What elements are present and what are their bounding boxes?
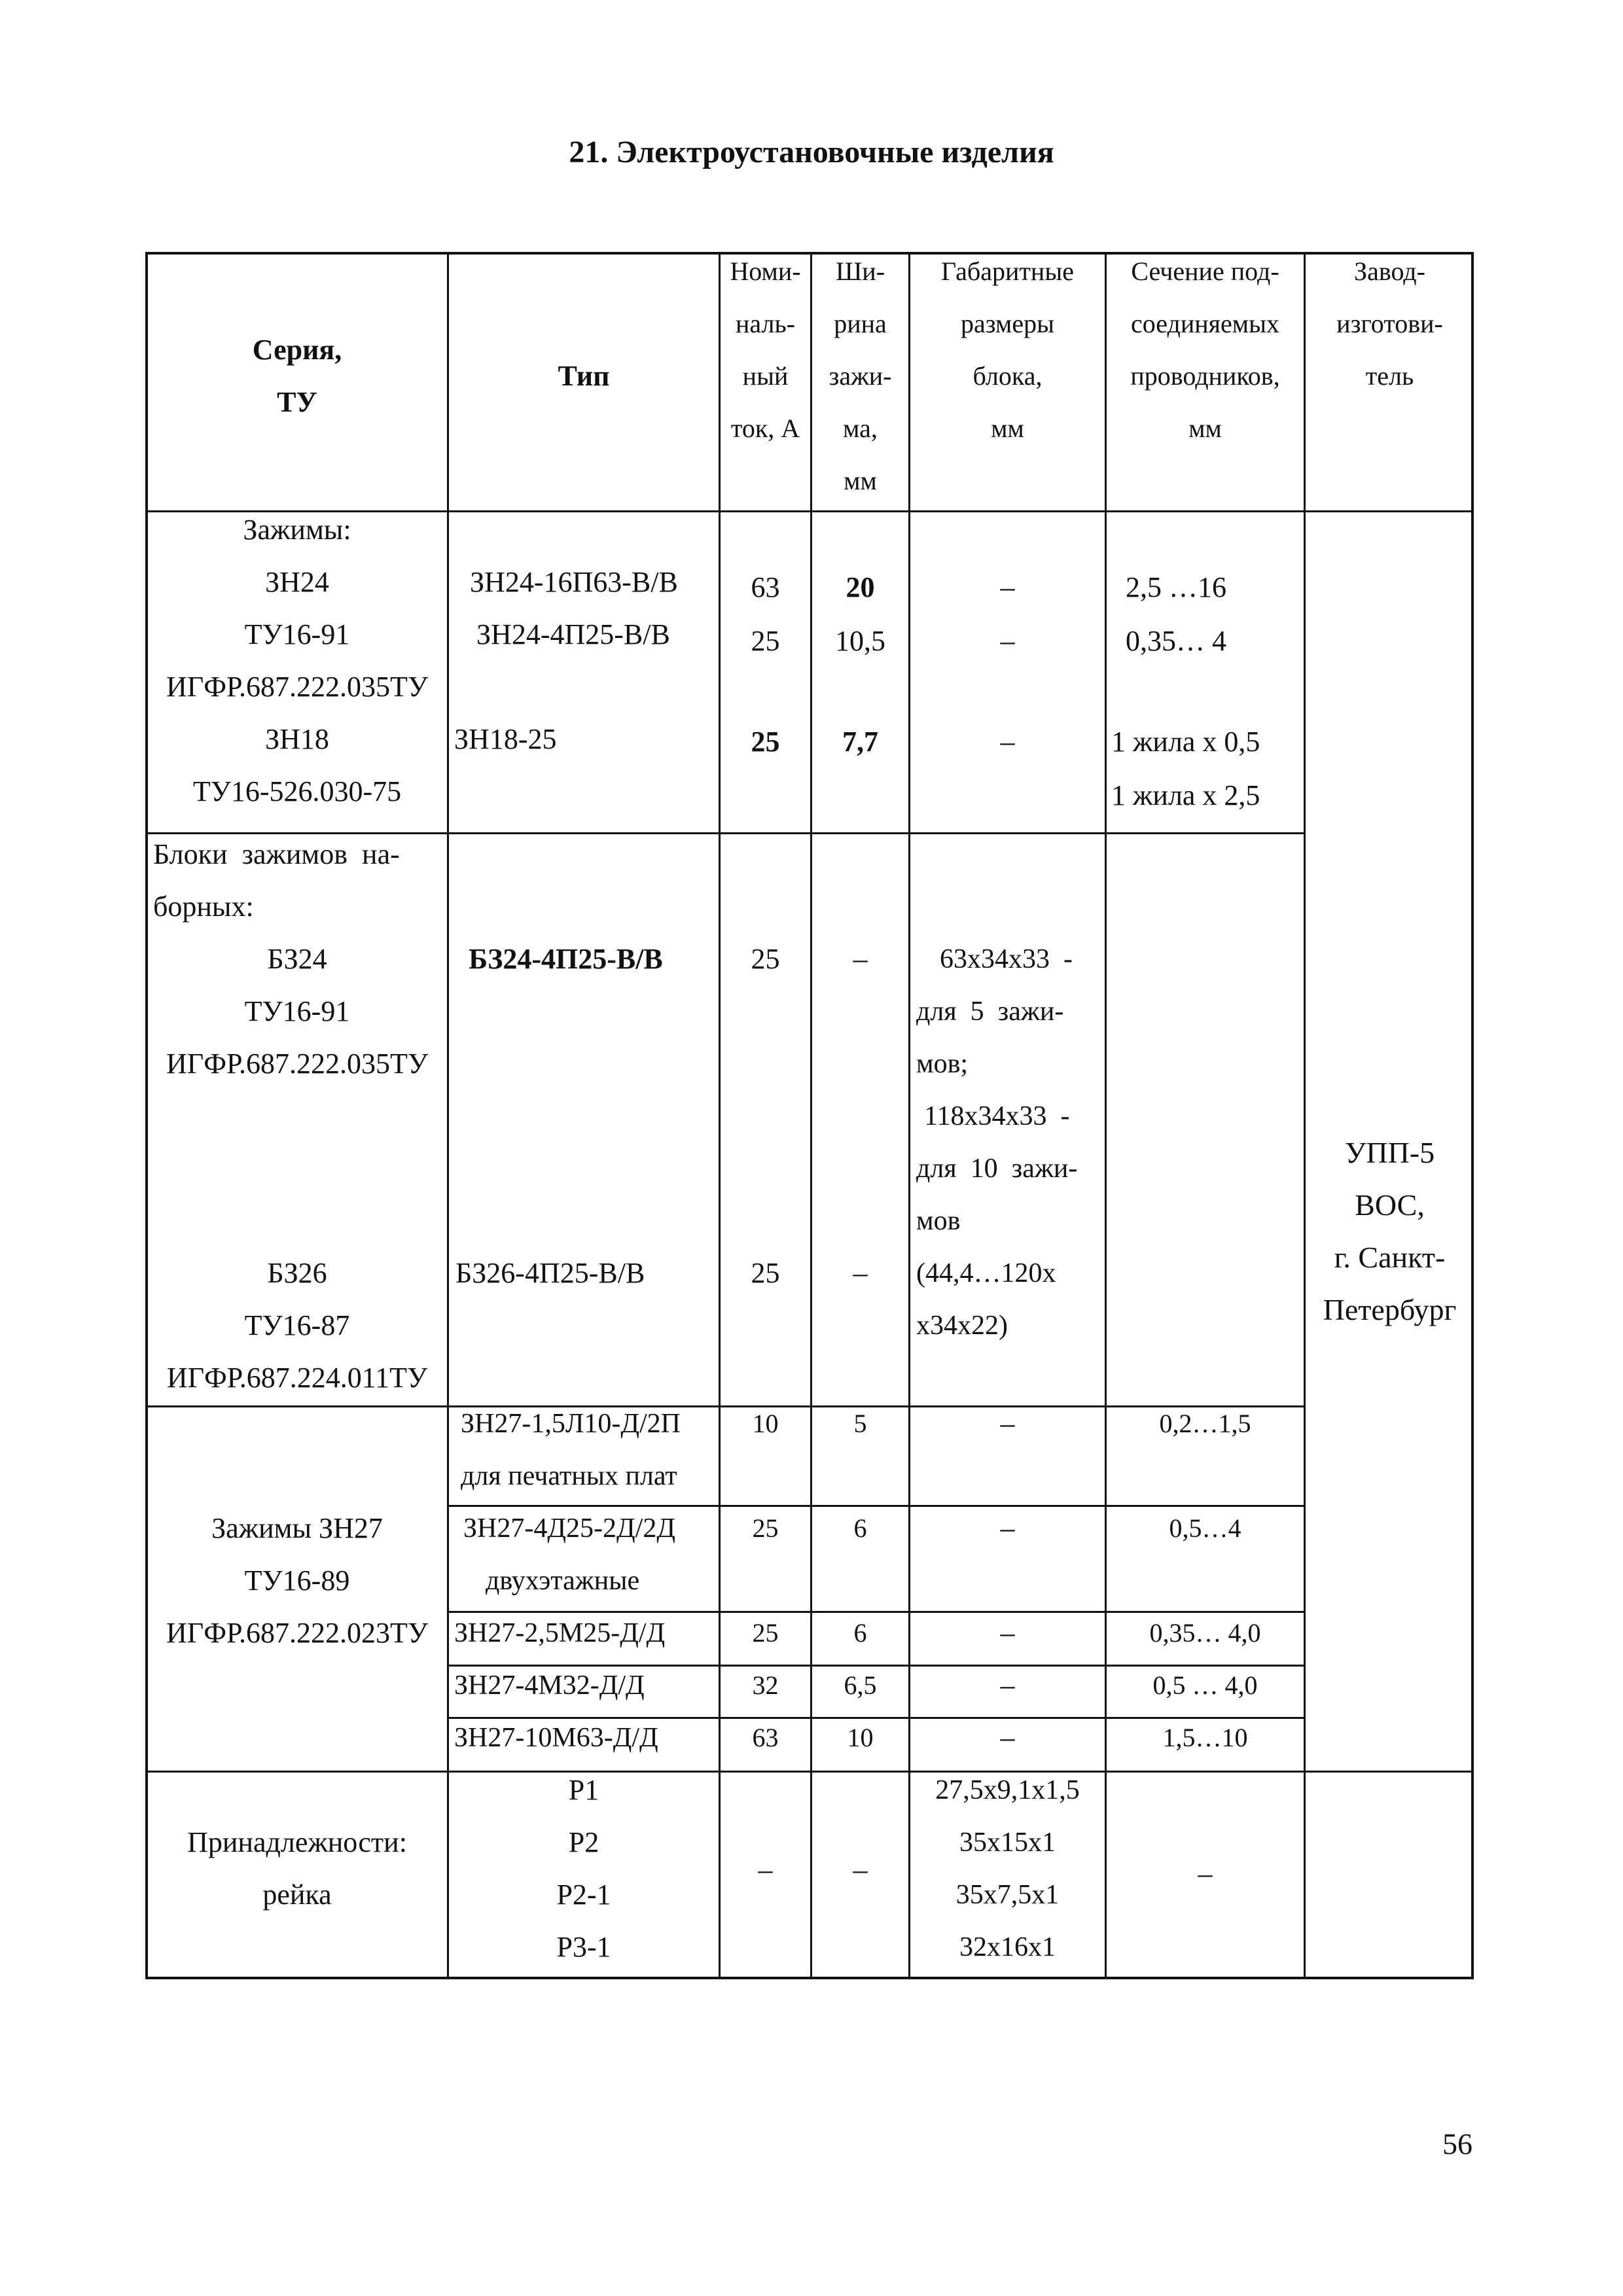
dims-cell: 63х34х33 - для 5 зажи- мов; 118х34х33 - для 10 зажи- мов (44,4…120х х34х22) [916,944,1078,1341]
series-cell: Блоки зажимов на- борных: [153,838,400,923]
dims-cell: – [1000,1722,1015,1754]
type-cell: Р1 Р2 Р2-1 Р3-1 [556,1774,611,1963]
header-maker: Завод- изготови- тель [1336,256,1443,391]
current-cell: 63 [751,571,780,603]
type-cell: ЗН27-2,5М25-Д/Д [454,1618,666,1648]
width-cell: 6 [853,1513,867,1543]
width-cell: 6,5 [844,1670,877,1700]
current-cell: 63 [752,1723,779,1752]
page-number: 56 [1442,2127,1472,2161]
width-cell: – [853,1257,868,1289]
type-cell: ЗН24-16П63-В/В [470,566,678,598]
type-cell: БЗ24-4П25-В/В [469,943,663,975]
type-cell: ЗН24-4П25-В/В [476,618,670,650]
dims-cell: – [1000,726,1015,758]
width-cell: 10,5 [835,625,885,657]
dims-cell: – [1000,1512,1015,1544]
current-cell: 10 [752,1409,779,1438]
type-cell: ЗН27-4Д25-2Д/2Д двухэтажные [463,1513,675,1596]
current-cell: 25 [751,943,780,975]
row-line [145,1771,1474,1773]
section-cell: 2,5 …16 [1126,571,1226,603]
current-cell: 25 [752,1618,779,1648]
width-cell: 6 [853,1618,867,1648]
dims-cell: – [1000,571,1015,603]
header-section: Сечение под- соединяемых проводников, мм [1130,256,1280,443]
current-cell: 25 [751,625,780,657]
series-cell: Принадлежности: рейка [187,1826,407,1911]
type-cell: ЗН18-25 [454,723,557,755]
current-cell: 25 [751,726,780,758]
width-cell: 7,7 [842,726,878,758]
section-cell: 1 жила х 2,5 [1111,779,1260,811]
current-cell: 32 [752,1670,779,1700]
header-current: Номи- наль- ный ток, А [730,256,801,443]
dims-cell: 27,5х9,1х1,5 35х15х1 35х7,5х1 32х16х1 [935,1775,1080,1962]
type-cell: БЗ26-4П25-В/В [455,1257,645,1289]
header-series: Серия, ТУ [252,334,342,418]
width-cell: – [853,1854,868,1886]
section-cell: 1 жила х 0,5 [1111,726,1260,758]
type-cell: ЗН27-4М32-Д/Д [454,1670,645,1701]
header-width: Ши- рина зажи- ма, мм [829,256,892,495]
maker-cell: УПП-5 ВОС, г. Санкт- Петербург [1323,1136,1457,1326]
type-cell: ЗН27-10М63-Д/Д [454,1723,658,1753]
current-cell: – [758,1854,773,1886]
current-cell: 25 [751,1257,780,1289]
width-cell: 10 [847,1723,874,1752]
dims-cell: – [1000,1669,1015,1701]
dims-cell: – [1000,1407,1015,1439]
series-cell: БЗ26 ТУ16-87 ИГФР.687.224.011ТУ [166,1257,428,1394]
section-cell: 0,5 … 4,0 [1152,1670,1258,1700]
width-cell: – [853,943,868,975]
header-type: Тип [558,360,610,392]
type-cell: ЗН27-1,5Л10-Д/2П для печатных плат [461,1409,681,1491]
section-cell: 0,35… 4 [1126,625,1226,657]
series-cell: Зажимы: ЗН24 ТУ16-91 ИГФР.687.222.035ТУ ЗН18 ТУ16-526.030-75 [166,514,428,807]
series-cell: БЗ24 ТУ16-91 ИГФР.687.222.035ТУ [166,943,428,1080]
header-dims: Габаритные размеры блока, мм [941,256,1074,443]
section-cell: 0,5…4 [1169,1513,1241,1543]
width-cell: 20 [846,571,875,603]
dims-cell: – [1000,625,1015,657]
series-cell: Зажимы ЗН27 ТУ16-89 ИГФР.687.222.023ТУ [166,1512,428,1649]
width-cell: 5 [853,1409,867,1438]
section-cell: 0,2…1,5 [1159,1409,1251,1438]
current-cell: 25 [752,1513,779,1543]
page-title: 21. Электроустановочные изделия [569,135,1054,169]
section-cell: 0,35… 4,0 [1149,1618,1261,1648]
section-cell: – [1198,1858,1213,1890]
dims-cell: – [1000,1617,1015,1649]
section-cell: 1,5…10 [1162,1723,1248,1752]
